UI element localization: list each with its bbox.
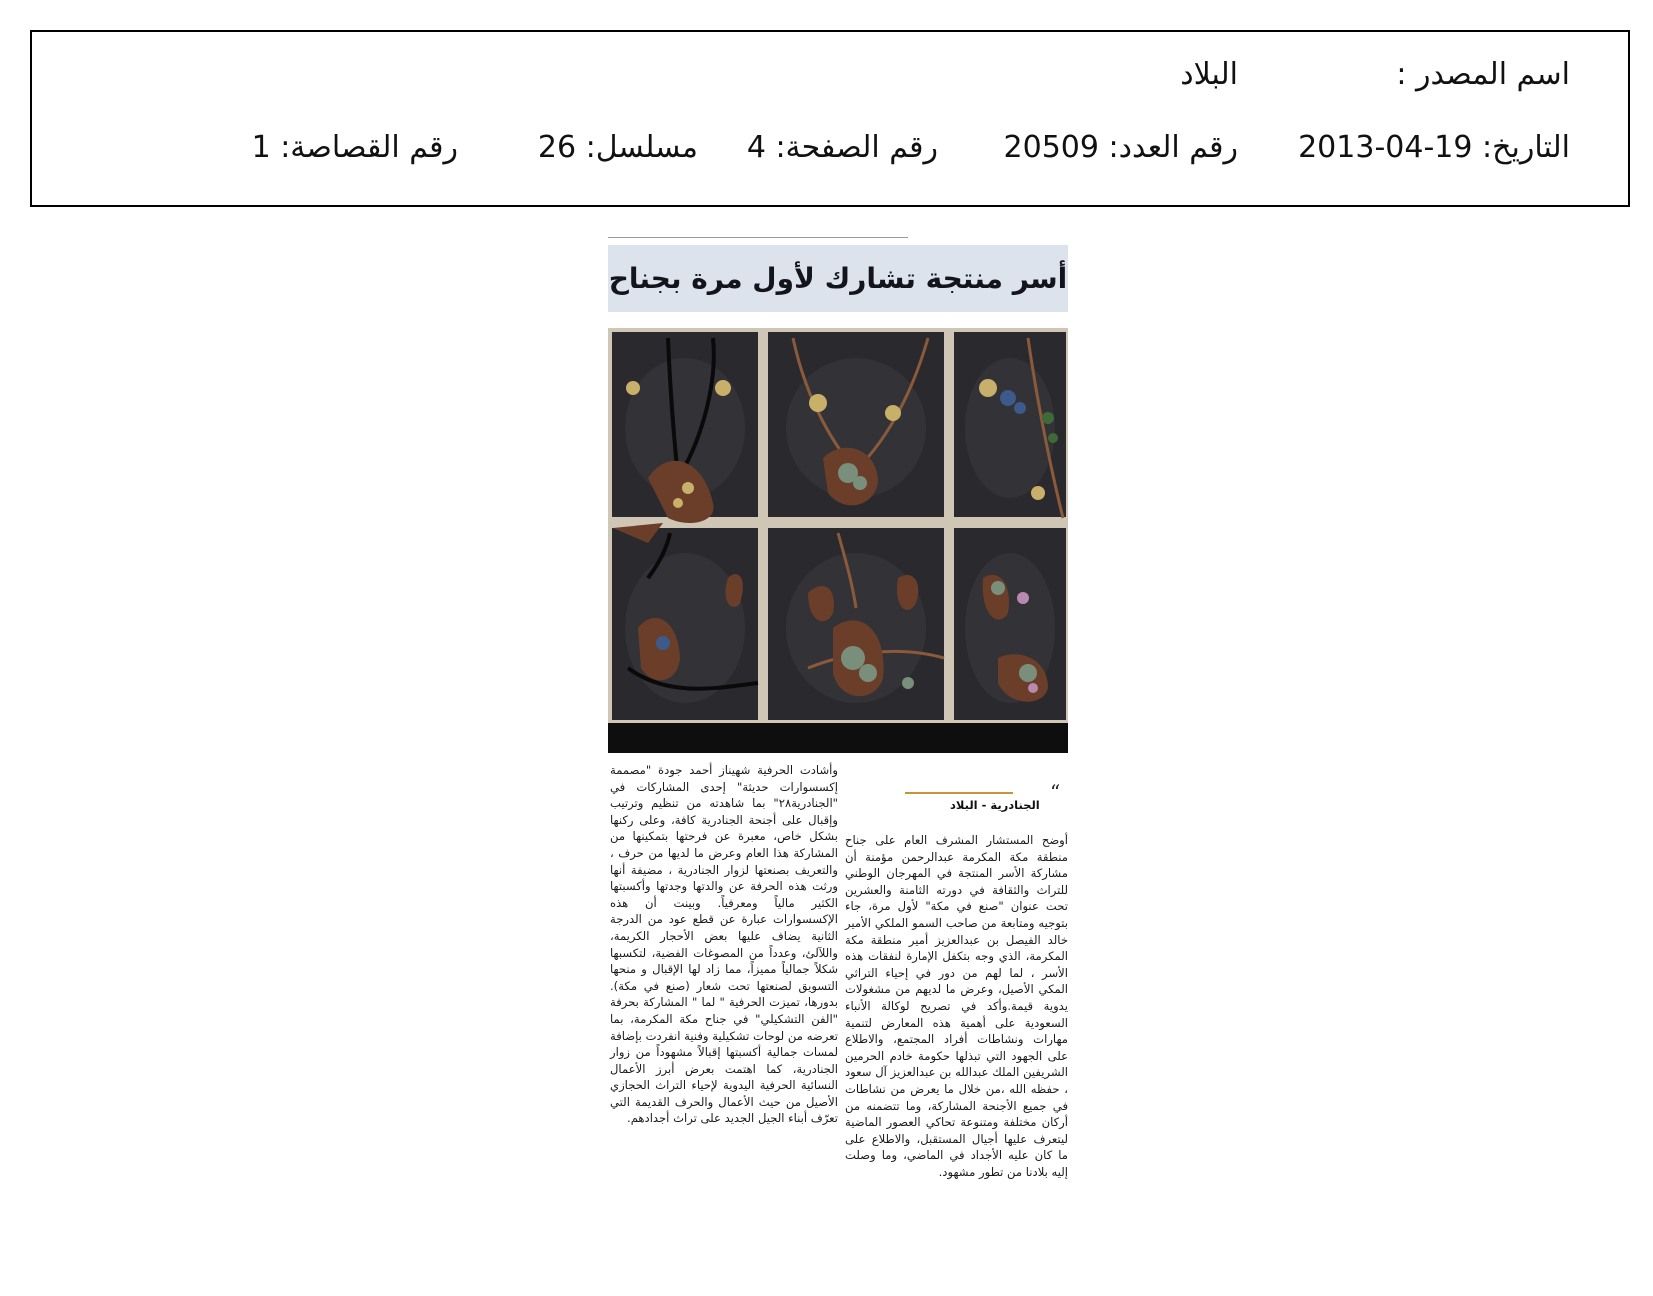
clip-number-field: رقم القصاصة: 1 <box>251 130 458 165</box>
date-field: التاريخ: 19-04-2013 <box>1298 130 1570 165</box>
left-column-text: وأشادت الحرفية شهيناز أحمد جودة "مصممة إكسسوارات حديثة" إحدى المشاركات في "الجنادرية٢٨" بما شاهدته من تنظيم وترتيب وإقبال على أجنحة الجنادرية كافة، وعلى ركنها بشكل خاص، معبرة عن فرحتها بتمكينها من المشاركة هذا العام وعرض ما لديها من حرف ، والتعريف بصنعتها لزوار الجنادرية ، مضيفة أنها ورثت هذه الحرفة عن والدتها وجدتها وأكسبتها الكثير مالياً ومعرفياً. وبينت أن هذه الإكسسوارات عبارة عن قطع عود من الدرجة الثانية يضاف عليها بعض الأحجار الكريمة، واللآلئ، وعدداً من المصوغات الفضية، لتكسبها شكلاً جمالياً مميزاً، مما زاد لها الإقبال و منحها التسويق لصنعتها تحت شعار (صنع في مكة). بدورها، تميزت الحرفية " لما " المشاركة بحرفة "الفن التشكيلي" في جناح مكة المكرمة، بما تعرضه من لوحات تشكيلية وفنية انفردت بإضافة لمسات جمالية أكسبتها إقبالاً مشهوداً من زوار الجنادرية، كما اهتمت بعرض أبرز الأعمال النسائية الحرفية اليدوية لإحياء التراث الحجازي الأصيل من حيث الأعمال والحرف القديمة التي تعرّف أبناء الجيل الجديد على تراث أجدادهم. <box>610 763 838 1126</box>
clipping-top-rule <box>608 237 908 238</box>
article-byline: الجنادرية - البلاد <box>950 798 1040 812</box>
byline-rule <box>905 792 1013 794</box>
serial-field: مسلسل: 26 <box>537 130 698 165</box>
page-number-field: رقم الصفحة: 4 <box>746 130 938 165</box>
article-headline: أسر منتجة تشارك لأول مرة بجناح <box>608 262 1068 295</box>
issue-number-field: رقم العدد: 20509 <box>1003 130 1238 165</box>
clipping-metadata-box <box>30 30 1630 207</box>
source-label: اسم المصدر : <box>1396 57 1570 92</box>
headline-band <box>608 245 1068 312</box>
right-column-text: أوضح المستشار المشرف العام على جناح منطقة مكة المكرمة عبدالرحمن مؤمنة أن مشاركة الأسر المنتجة في المهرجان الوطني للتراث والثقافة في دورته الثامنة والعشرين تحت عنوان "صنع في مكة" لأول مرة، جاء بتوجيه ومتابعة من صاحب السمو الملكي الأمير خالد الفيصل بن عبدالعزيز أمير منطقة مكة المكرمة، الذي وجه بتكفل الإمارة لنفقات هذه الأسر ، لما لهم من دور في إحياء التراثي المكي الأصيل، وعرض ما لديهم من مشغولات يدوية قيمة.وأكد في تصريح لوكالة الأنباء السعودية على أهمية هذه المعارض لتنمية مهارات ونشاطات أفراد المجتمع، والاطلاع على الجهود التي تبذلها حكومة خادم الحرمين الشريفين الملك عبدالله بن عبدالعزيز آل سعود ، حفظه الله ،من خلال ما يعرض من نشاطات في جميع الأجنحة المشاركة، وما تتضمنه من أركان مختلفة ومتنوعة تحاكي العصور الماضية ليتعرف عليها أجيال المستقبل، والاطلاع على ما كان عليه الأجداد في الماضي، وما وصلت إليه بلادنا من تطور مشهود. <box>845 833 1068 1179</box>
pull-quote-mark: “ <box>1050 780 1061 804</box>
source-value: البلاد <box>1180 57 1238 92</box>
jewelry-display-photo <box>608 328 1068 753</box>
article-photo <box>608 328 1068 753</box>
article-column-left <box>610 762 838 1127</box>
